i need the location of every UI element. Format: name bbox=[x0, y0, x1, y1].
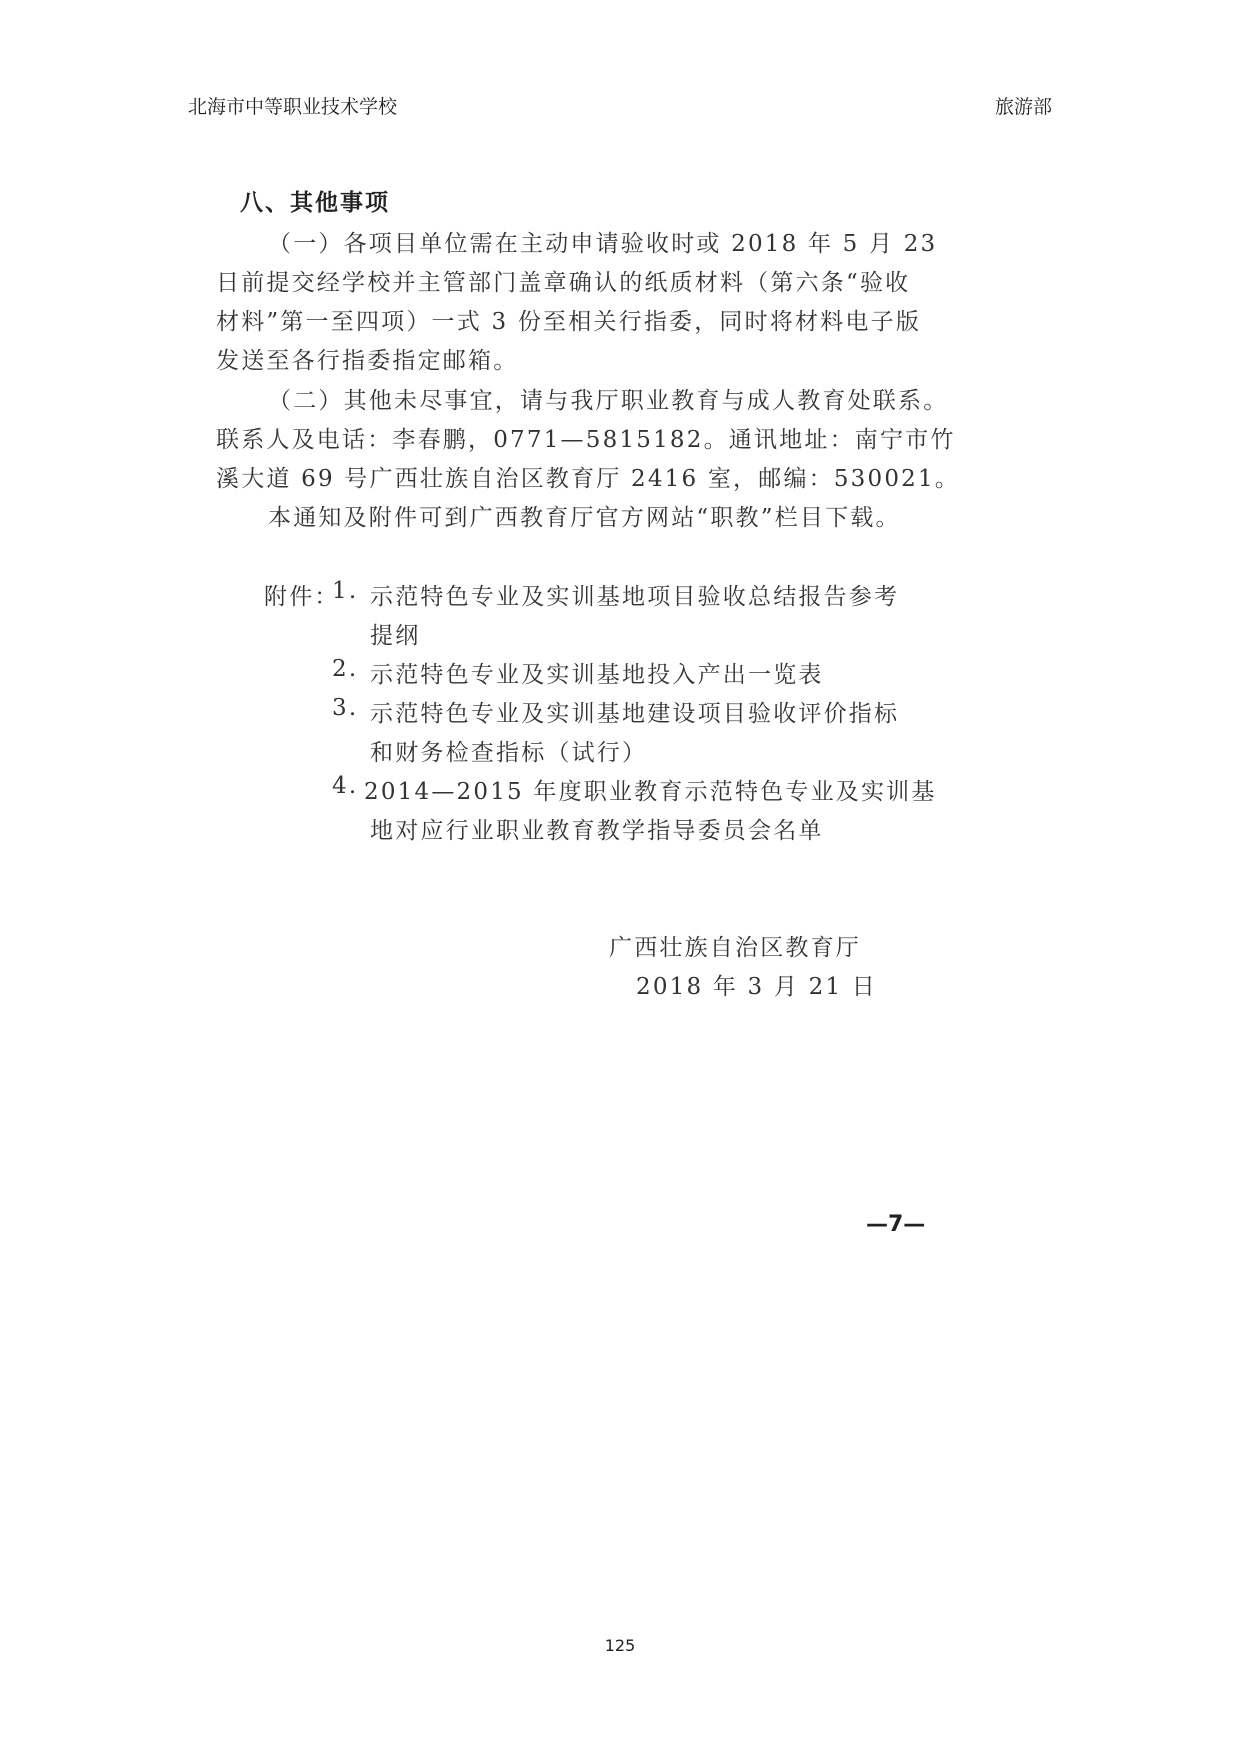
section-title: 八、其他事项 bbox=[240, 190, 390, 216]
attachment-2-line-1: 示范特色专业及实训基地投入产出一览表 bbox=[370, 662, 824, 688]
para1-line-2: 日前提交经学校并主管部门盖章确认的纸质材料（第六条“验收 bbox=[216, 270, 911, 296]
inner-page-number: —7— bbox=[866, 1212, 926, 1237]
pdf-page-number: 125 bbox=[604, 1636, 636, 1655]
attachment-1-line-1: 示范特色专业及实训基地项目验收总结报告参考 bbox=[370, 584, 900, 610]
attachment-4-line-1: 2014—2015 年度职业教育示范特色专业及实训基 bbox=[364, 779, 937, 805]
attachment-3-line-1: 示范特色专业及实训基地建设项目验收评价指标 bbox=[370, 701, 900, 727]
para2-line-3: 溪大道 69 号广西壮族自治区教育厅 2416 室，邮编：530021。 bbox=[216, 466, 961, 492]
school-name: 北海市中等职业技术学校 bbox=[188, 96, 398, 118]
para2-line-1: （二）其他未尽事宜，请与我厅职业教育与成人教育处联系。 bbox=[268, 388, 949, 414]
para1-line-3: 材料”第一至四项）一式 3 份至相关行指委，同时将材料电子版 bbox=[216, 309, 922, 335]
attachment-4-number: 4. bbox=[332, 773, 359, 799]
attachment-2-number: 2. bbox=[332, 656, 359, 682]
attachment-1-number: 1. bbox=[332, 578, 359, 604]
attachment-3-number: 3. bbox=[332, 695, 359, 721]
attachments-label: 附件： bbox=[264, 584, 340, 610]
issue-date: 2018 年 3 月 21 日 bbox=[636, 974, 877, 1000]
issuer: 广西壮族自治区教育厅 bbox=[609, 935, 861, 961]
attachment-3-line-2: 和财务检查指标（试行） bbox=[370, 740, 648, 766]
para1-line-1: （一）各项目单位需在主动申请验收时或 2018 年 5 月 23 bbox=[268, 231, 938, 257]
para1-line-4: 发送至各行指委指定邮箱。 bbox=[216, 348, 519, 374]
page-header bbox=[188, 92, 1052, 120]
attachment-1-line-2: 提纲 bbox=[370, 623, 421, 649]
para2-line-2: 联系人及电话：李春鹏，0771—5815182。通讯地址：南宁市竹 bbox=[216, 427, 956, 453]
para3-line: 本通知及附件可到广西教育厅官方网站“职教”栏目下载。 bbox=[268, 505, 901, 531]
department-name: 旅游部 bbox=[994, 96, 1052, 118]
attachment-4-line-2: 地对应行业职业教育教学指导委员会名单 bbox=[370, 818, 824, 844]
